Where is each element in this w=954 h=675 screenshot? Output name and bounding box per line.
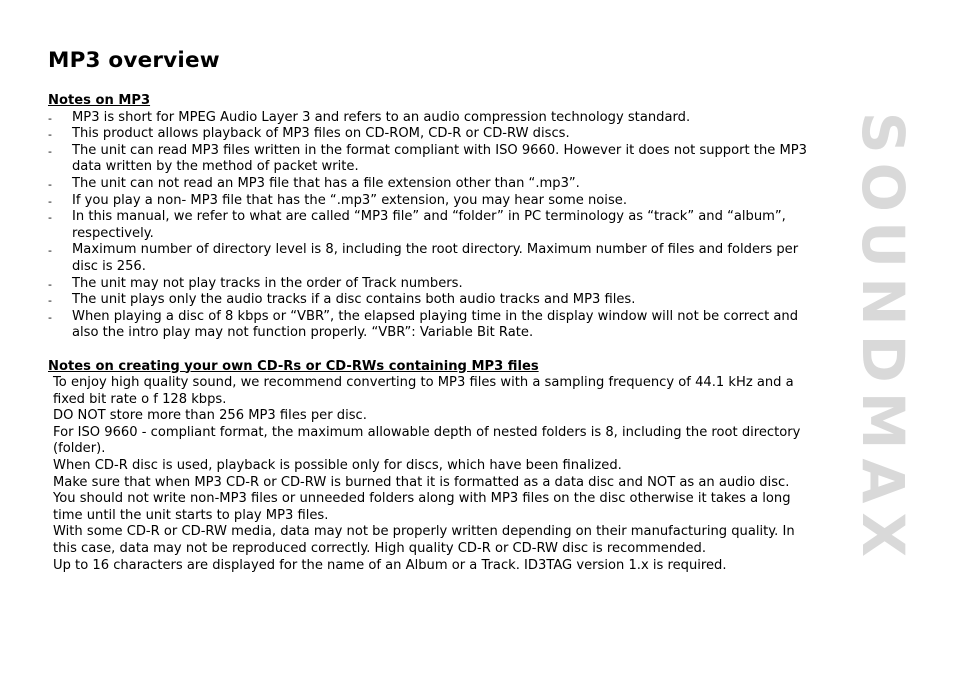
list-item [48, 126, 818, 143]
brand-watermark [849, 48, 917, 630]
bullet-dash: - [48, 294, 52, 308]
list-item [48, 242, 818, 275]
list-item-text: The unit can read MP3 files written in the format compliant with ISO 9660. However it does not support the MP3 data written by the method of packet write. [72, 142, 807, 175]
brand-logo-text: SOUNDMAX [849, 111, 917, 567]
list-item-text: Maximum number of directory level is 8, including the root directory. Maximum number of files and folders per disc is 256. [72, 242, 799, 274]
paragraph: When CD-R disc is used, playback is possible only for discs, which have been finalized. [53, 458, 622, 474]
list-item [48, 276, 818, 293]
paragraph: Up to 16 characters are displayed for the name of an Album or a Track. ID3TAG version 1.x is required. [53, 557, 727, 573]
bullet-dash: - [48, 277, 52, 291]
list-item [48, 110, 818, 127]
list-item [48, 209, 818, 242]
bullet-dash: - [48, 144, 52, 158]
notes-on-creating-paragraphs [48, 375, 818, 574]
paragraph: For ISO 9660 - compliant format, the maximum allowable depth of nested folders is 8, including the root directory (folder). [53, 424, 801, 457]
list-item [48, 292, 818, 309]
list-item-text: In this manual, we refer to what are called “MP3 file” and “folder” in PC terminology as “track” and “album”, respectively. [72, 209, 786, 241]
paragraph: Make sure that when MP3 CD-R or CD-RW is burned that it is formatted as a data disc and NOT as an audio disc. [53, 474, 790, 490]
bullet-dash: - [48, 128, 52, 142]
document-body [48, 93, 818, 574]
section-spacer [48, 342, 818, 359]
list-item [48, 193, 818, 210]
list-item-text: When playing a disc of 8 kbps or “VBR”, the elapsed playing time in the display window will not be correct and also the intro play may not function properly. “VBR”: Variable Bit Rate. [72, 308, 799, 341]
list-item-text: The unit plays only the audio tracks if a disc contains both audio tracks and MP3 files. [72, 292, 636, 308]
paragraph: DO NOT store more than 256 MP3 files per disc. [53, 408, 367, 424]
bullet-dash: - [48, 194, 52, 208]
notes-on-mp3-heading: Notes on MP3 [48, 93, 151, 108]
bullet-dash: - [48, 177, 52, 191]
list-item [48, 176, 818, 193]
list-item [48, 143, 818, 176]
page-title: MP3 overview [48, 48, 220, 73]
notes-on-creating-heading: Notes on creating your own CD-Rs or CD-RWs containing MP3 files [48, 358, 539, 374]
list-item-text: If you play a non- MP3 file that has the “.mp3” extension, you may hear some noise. [72, 192, 627, 208]
paragraph: You should not write non-MP3 files or unneeded folders along with MP3 files on the disc otherwise it takes a long time until the unit starts to play MP3 files. [53, 491, 791, 523]
bullet-dash: - [48, 244, 52, 258]
list-item-text: This product allows playback of MP3 files on CD-ROM, CD-R or CD-RW discs. [72, 126, 570, 142]
list-item [48, 309, 818, 342]
bullet-dash: - [48, 211, 52, 225]
list-item-text: MP3 is short for MPEG Audio Layer 3 and refers to an audio compression technology standard. [72, 109, 691, 125]
paragraph: To enjoy high quality sound, we recommend converting to MP3 files with a sampling frequency of 44.1 kHz and a fixed bit rate o f 128 kbps. [53, 375, 794, 407]
paragraph: With some CD-R or CD-RW media, data may not be properly written depending on their manufacturing quality. In this case, data may not be reproduced correctly. High quality CD-R or CD-RW disc is recommended. [53, 524, 795, 557]
list-item-text: The unit may not play tracks in the order of Track numbers. [72, 275, 463, 291]
notes-on-mp3-list [48, 110, 818, 342]
list-item-text: The unit can not read an MP3 file that has a file extension other than “.mp3”. [72, 175, 580, 191]
bullet-dash: - [48, 310, 52, 324]
bullet-dash: - [48, 111, 52, 125]
